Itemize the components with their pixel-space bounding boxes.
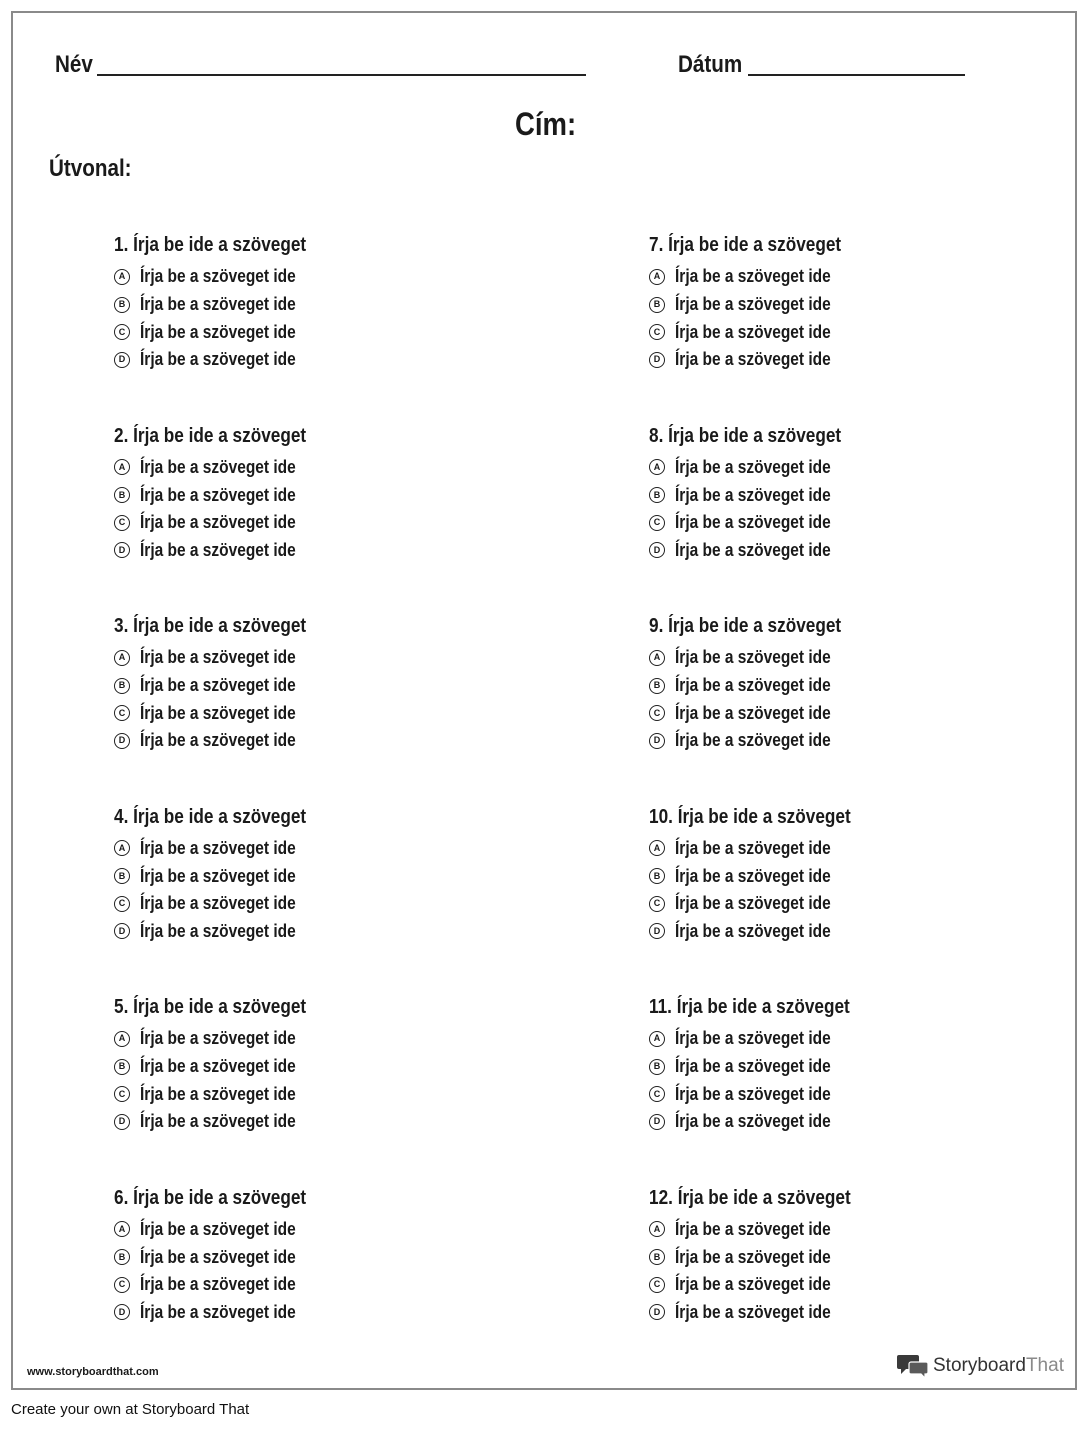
answer-option-text: Írja be a szöveget ide	[140, 1111, 296, 1132]
answer-option[interactable]	[114, 727, 337, 755]
question-block	[649, 805, 884, 996]
answer-option-text: Írja be a szöveget ide	[675, 702, 831, 723]
answer-option[interactable]	[649, 509, 884, 537]
answer-bubble-icon[interactable]: C	[114, 515, 130, 531]
answer-option[interactable]	[649, 537, 884, 565]
answer-option-text: Írja be a szöveget ide	[140, 1274, 296, 1295]
answer-option[interactable]	[649, 890, 884, 918]
name-field-line	[97, 74, 586, 76]
answer-option[interactable]	[649, 1025, 884, 1053]
storyboardthat-logo	[897, 1353, 1064, 1379]
answer-bubble-icon[interactable]: D	[649, 923, 665, 939]
answer-option-text: Írja be a szöveget ide	[140, 865, 296, 886]
answer-option-text: Írja be a szöveget ide	[675, 321, 831, 342]
answer-option[interactable]	[114, 346, 337, 374]
answer-bubble-icon[interactable]: B	[649, 1059, 665, 1075]
question-block	[649, 1186, 884, 1377]
question-column-right	[649, 233, 884, 1376]
question-text: 7. Írja be ide a szöveget	[649, 234, 842, 256]
answer-option-text: Írja be a szöveget ide	[675, 893, 831, 914]
question-text: 6. Írja be ide a szöveget	[114, 1186, 307, 1209]
answer-bubble-icon[interactable]: C	[649, 515, 665, 531]
answer-bubble-icon[interactable]: A	[114, 269, 130, 285]
answer-option[interactable]	[649, 644, 884, 672]
answer-bubble-icon[interactable]: C	[114, 1086, 130, 1102]
answer-option-text: Írja be a szöveget ide	[140, 1301, 296, 1322]
answer-bubble-icon[interactable]: B	[114, 297, 130, 313]
date-field-line	[748, 74, 965, 76]
answer-option-text: Írja be a szöveget ide	[140, 1218, 296, 1239]
answer-option[interactable]	[649, 346, 884, 374]
answer-option[interactable]	[114, 263, 337, 291]
name-label: Név	[55, 51, 93, 78]
answer-option-text: Írja be a szöveget ide	[140, 675, 296, 696]
answer-option-text: Írja be a szöveget ide	[675, 266, 831, 287]
answer-option[interactable]	[114, 890, 337, 918]
answer-option-text: Írja be a szöveget ide	[140, 893, 296, 914]
answer-option[interactable]	[114, 291, 337, 319]
answer-bubble-icon[interactable]: A	[114, 1221, 130, 1237]
answer-option-text: Írja be a szöveget ide	[140, 539, 296, 560]
answer-bubble-icon[interactable]: A	[649, 650, 665, 666]
question-text: 3. Írja be ide a szöveget	[114, 615, 307, 637]
answer-bubble-icon[interactable]: D	[114, 542, 130, 558]
answer-option[interactable]	[649, 672, 884, 700]
answer-option-text: Írja be a szöveget ide	[675, 456, 831, 477]
answer-bubble-icon[interactable]: C	[649, 705, 665, 721]
answer-bubble-icon[interactable]: D	[114, 733, 130, 749]
worksheet-title: Cím:	[515, 106, 577, 142]
answer-bubble-icon[interactable]: C	[114, 324, 130, 340]
answer-bubble-icon[interactable]: A	[649, 459, 665, 475]
answer-option[interactable]	[114, 454, 337, 482]
answer-option-text: Írja be a szöveget ide	[140, 702, 296, 723]
answer-option-text: Írja be a szöveget ide	[675, 920, 831, 941]
answer-option-text: Írja be a szöveget ide	[675, 539, 831, 560]
answer-option-text: Írja be a szöveget ide	[675, 294, 831, 315]
create-your-own-caption: Create your own at Storyboard That	[11, 1401, 250, 1418]
answer-option[interactable]	[114, 509, 337, 537]
answer-option-text: Írja be a szöveget ide	[140, 1246, 296, 1267]
answer-option[interactable]	[649, 1216, 884, 1244]
answer-bubble-icon[interactable]: A	[649, 269, 665, 285]
question-block	[114, 1186, 337, 1377]
instructions-label: Útvonal:	[49, 155, 132, 182]
answer-option[interactable]	[649, 862, 884, 890]
question-text: 8. Írja be ide a szöveget	[649, 424, 842, 447]
answer-option-text: Írja be a szöveget ide	[140, 1028, 296, 1049]
question-text: 4. Írja be ide a szöveget	[114, 805, 307, 828]
answer-option[interactable]	[649, 481, 884, 509]
answer-bubble-icon[interactable]: B	[114, 1249, 130, 1265]
answer-option[interactable]	[114, 481, 337, 509]
answer-bubble-icon[interactable]: C	[649, 1277, 665, 1293]
answer-bubble-icon[interactable]: B	[649, 1249, 665, 1265]
question-block	[114, 805, 337, 996]
answer-bubble-icon[interactable]: D	[649, 542, 665, 558]
answer-option[interactable]	[649, 1080, 884, 1108]
answer-option[interactable]	[114, 537, 337, 565]
answer-option-text: Írja be a szöveget ide	[140, 456, 296, 477]
question-block	[114, 995, 337, 1186]
answer-bubble-icon[interactable]: D	[649, 1304, 665, 1320]
answer-bubble-icon[interactable]: A	[114, 840, 130, 856]
answer-option[interactable]	[649, 1299, 884, 1327]
answer-option-text: Írja be a szöveget ide	[675, 730, 831, 751]
question-text: 9. Írja be ide a szöveget	[649, 615, 842, 637]
answer-option[interactable]	[649, 727, 884, 755]
answer-option-text: Írja be a szöveget ide	[675, 1056, 831, 1077]
answer-option-text: Írja be a szöveget ide	[140, 920, 296, 941]
answer-bubble-icon[interactable]: C	[114, 1277, 130, 1293]
answer-bubble-icon[interactable]: B	[114, 678, 130, 694]
answer-option-text: Írja be a szöveget ide	[140, 266, 296, 287]
answer-bubble-icon[interactable]: B	[649, 868, 665, 884]
answer-option[interactable]	[114, 1216, 337, 1244]
answer-bubble-icon[interactable]: C	[649, 324, 665, 340]
answer-bubble-icon[interactable]: C	[649, 1086, 665, 1102]
answer-option[interactable]	[649, 1243, 884, 1271]
answer-option-text: Írja be a szöveget ide	[675, 1301, 831, 1322]
question-block	[649, 995, 884, 1186]
answer-option[interactable]	[114, 1271, 337, 1299]
answer-option[interactable]	[649, 1053, 884, 1081]
answer-option-text: Írja be a szöveget ide	[140, 837, 296, 858]
question-text: 5. Írja be ide a szöveget	[114, 996, 307, 1018]
answer-bubble-icon[interactable]: A	[649, 1031, 665, 1047]
answer-bubble-icon[interactable]: D	[114, 1304, 130, 1320]
answer-bubble-icon[interactable]: A	[114, 1031, 130, 1047]
answer-option-text: Írja be a szöveget ide	[675, 349, 831, 370]
answer-option[interactable]	[114, 1053, 337, 1081]
answer-option-text: Írja be a szöveget ide	[140, 321, 296, 342]
answer-bubble-icon[interactable]: A	[114, 459, 130, 475]
answer-option[interactable]	[649, 263, 884, 291]
answer-bubble-icon[interactable]: B	[649, 678, 665, 694]
answer-option[interactable]	[649, 835, 884, 863]
question-text: 10. Írja be ide a szöveget	[649, 805, 851, 828]
answer-option[interactable]	[114, 1108, 337, 1136]
question-block	[649, 424, 884, 615]
question-text: 1. Írja be ide a szöveget	[114, 234, 307, 256]
question-text: 12. Írja be ide a szöveget	[649, 1186, 851, 1209]
answer-option-text: Írja be a szöveget ide	[140, 647, 296, 668]
answer-option-text: Írja be a szöveget ide	[675, 1083, 831, 1104]
answer-option-text: Írja be a szöveget ide	[675, 512, 831, 533]
answer-option-text: Írja be a szöveget ide	[140, 512, 296, 533]
answer-option[interactable]	[114, 1243, 337, 1271]
answer-option-text: Írja be a szöveget ide	[675, 675, 831, 696]
answer-bubble-icon[interactable]: D	[114, 1114, 130, 1130]
answer-option-text: Írja be a szöveget ide	[675, 865, 831, 886]
answer-option-text: Írja be a szöveget ide	[140, 484, 296, 505]
answer-option[interactable]	[114, 1080, 337, 1108]
answer-option-text: Írja be a szöveget ide	[675, 1111, 831, 1132]
answer-option-text: Írja be a szöveget ide	[675, 484, 831, 505]
answer-option-text: Írja be a szöveget ide	[675, 1028, 831, 1049]
answer-option[interactable]	[114, 918, 337, 946]
answer-bubble-icon[interactable]: C	[649, 896, 665, 912]
answer-bubble-icon[interactable]: D	[649, 352, 665, 368]
answer-option[interactable]	[114, 318, 337, 346]
answer-bubble-icon[interactable]: B	[114, 487, 130, 503]
answer-bubble-icon[interactable]: B	[649, 297, 665, 313]
answer-option-text: Írja be a szöveget ide	[140, 1056, 296, 1077]
question-block	[649, 614, 884, 805]
answer-option-text: Írja be a szöveget ide	[140, 1083, 296, 1104]
question-block	[114, 233, 337, 424]
answer-bubble-icon[interactable]: C	[114, 705, 130, 721]
answer-bubble-icon[interactable]: B	[649, 487, 665, 503]
question-text: 2. Írja be ide a szöveget	[114, 424, 307, 447]
answer-option[interactable]	[114, 644, 337, 672]
answer-option-text: Írja be a szöveget ide	[675, 1274, 831, 1295]
date-label: Dátum	[678, 51, 743, 78]
answer-option[interactable]	[649, 918, 884, 946]
answer-bubble-icon[interactable]: D	[649, 1114, 665, 1130]
answer-bubble-icon[interactable]: C	[114, 896, 130, 912]
logo-wordmark: StoryboardThat	[933, 1355, 1064, 1376]
answer-option-text: Írja be a szöveget ide	[140, 349, 296, 370]
answer-option[interactable]	[114, 835, 337, 863]
answer-bubble-icon[interactable]: A	[649, 840, 665, 856]
answer-bubble-icon[interactable]: A	[114, 650, 130, 666]
answer-option[interactable]	[649, 1108, 884, 1136]
answer-bubble-icon[interactable]: D	[649, 733, 665, 749]
answer-option[interactable]	[649, 454, 884, 482]
answer-option-text: Írja be a szöveget ide	[675, 1246, 831, 1267]
answer-option[interactable]	[114, 862, 337, 890]
answer-bubble-icon[interactable]: D	[114, 923, 130, 939]
question-column-left	[114, 233, 337, 1376]
answer-option-text: Írja be a szöveget ide	[675, 1218, 831, 1239]
answer-option[interactable]	[649, 291, 884, 319]
question-block	[114, 424, 337, 615]
worksheet	[11, 11, 1077, 1390]
question-block	[114, 614, 337, 805]
answer-option[interactable]	[114, 672, 337, 700]
question-text: 11. Írja be ide a szöveget	[649, 996, 850, 1018]
answer-bubble-icon[interactable]: D	[114, 352, 130, 368]
answer-option[interactable]	[649, 318, 884, 346]
question-block	[649, 233, 884, 424]
footer-url: www.storyboardthat.com	[27, 1366, 159, 1378]
answer-bubble-icon[interactable]: A	[649, 1221, 665, 1237]
answer-option[interactable]	[114, 1299, 337, 1327]
answer-option-text: Írja be a szöveget ide	[140, 294, 296, 315]
answer-bubble-icon[interactable]: B	[114, 868, 130, 884]
answer-option-text: Írja be a szöveget ide	[140, 730, 296, 751]
answer-option[interactable]	[114, 699, 337, 727]
answer-option[interactable]	[649, 699, 884, 727]
answer-bubble-icon[interactable]: B	[114, 1059, 130, 1075]
answer-option[interactable]	[649, 1271, 884, 1299]
answer-option-text: Írja be a szöveget ide	[675, 837, 831, 858]
answer-option-text: Írja be a szöveget ide	[675, 647, 831, 668]
speech-bubbles-icon	[897, 1353, 929, 1379]
answer-option[interactable]	[114, 1025, 337, 1053]
